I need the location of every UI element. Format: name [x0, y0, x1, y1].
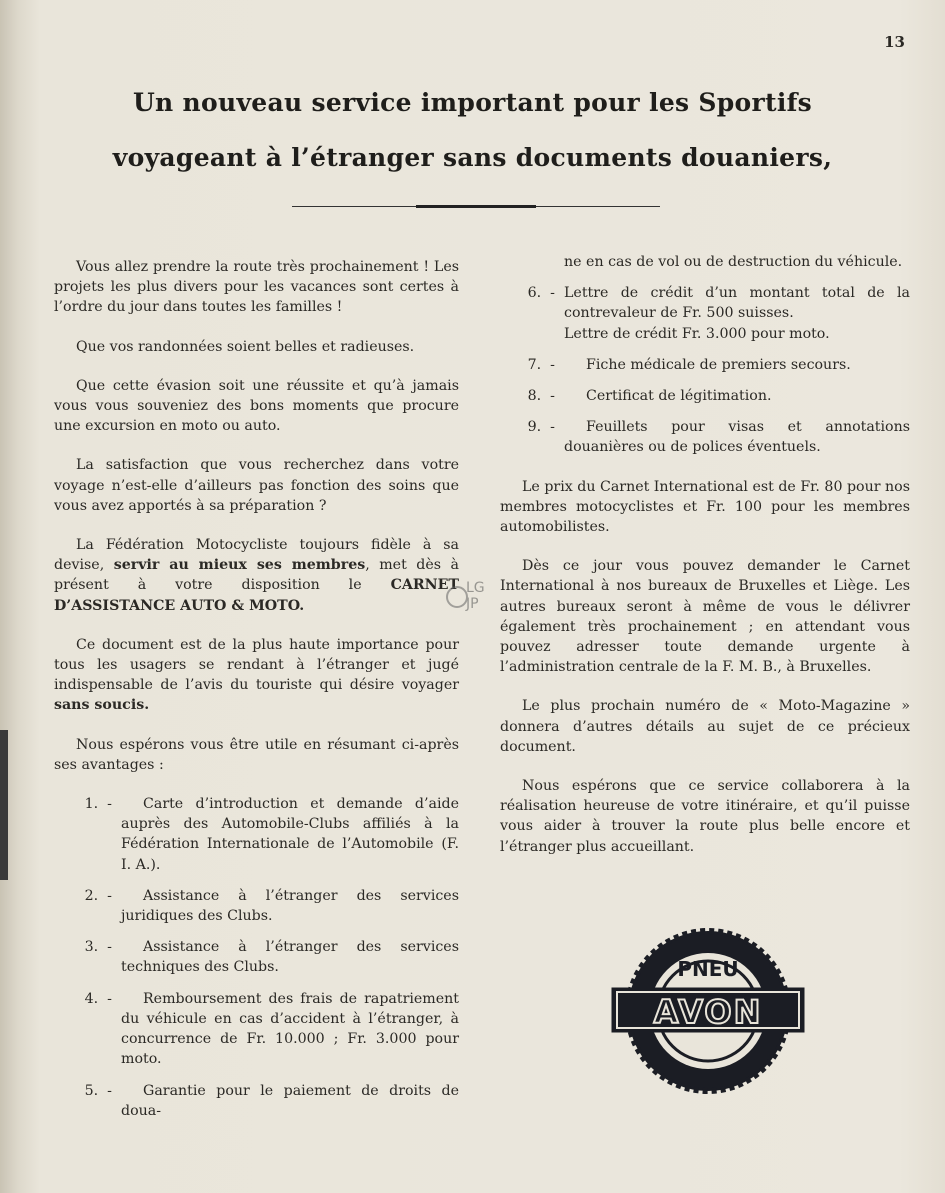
watermark-line: LG [466, 580, 485, 596]
list-item [54, 989, 459, 1070]
list-item [500, 283, 910, 344]
list-text [564, 283, 910, 344]
paragraph [54, 535, 459, 616]
list-item [54, 794, 459, 875]
paragraph: Le prix du Carnet International est de Fr. 80 pour nos membres motocyclistes et Fr. 100 pour les membres automobilistes. [500, 478, 910, 536]
title-divider-accent [416, 205, 536, 208]
list-number: 8. - [527, 388, 564, 405]
list-number: 3. - [84, 939, 121, 956]
list-item [500, 417, 910, 457]
list-text-main: Lettre de crédit d’un montant total de la contrevaleur de Fr. 500 suisses. [564, 285, 910, 322]
list-text: Certificat de légitimation. [586, 388, 772, 405]
list-text-extra: Lettre de crédit Fr. 3.000 pour moto. [564, 325, 830, 342]
bold-text: sans soucis. [54, 697, 150, 714]
right-column [500, 252, 910, 857]
text-span: , met dès à présent à votre disposition le [54, 557, 459, 594]
text-span: Ce document est de la plus haute importance pour tous les usagers se rendant à l’étranger et jugé indispensable de l’avis du touriste qui désire voyager [54, 636, 459, 694]
logo-brand-text: AVON [653, 993, 763, 1031]
list-item [54, 1081, 459, 1121]
list-text: Assistance à l’étranger des services techniques des Clubs. [121, 939, 459, 976]
paragraph: Nous espérons que ce service collaborera à la réalisation heureuse de votre itinéraire, et qu’il puisse vous aider à trouver la route plus belle encore et l’étranger plus accueillant. [500, 778, 910, 855]
list-text: Remboursement des frais de rapatriement du véhicule en cas d’accident à l’étranger, à concurrence de Fr. 10.000 ; Fr. 3.000 pour moto. [121, 990, 459, 1068]
logo-top-text: PNEU [677, 957, 739, 981]
paragraph: La satisfaction que vous recherchez dans votre voyage n’est-elle d’ailleurs pas fonction des soins que vous avez apportés à sa préparation ? [54, 457, 459, 514]
paragraph: Dès ce jour vous pouvez demander le Carnet International à nos bureaux de Bruxelles et Liège. Les autres bureaux seront à même de vous le délivrer également très prochainement ; en attendant vous pouvez adresser toute demande urgente à l’administration centrale de la F. M. B., à Bruxelles. [500, 558, 910, 676]
list-text: Garantie pour le paiement de droits de doua- [121, 1082, 459, 1119]
list-number: 6. - [527, 285, 564, 302]
paragraph [54, 635, 459, 716]
left-column [54, 257, 459, 1121]
title-line-1: Un nouveau service important pour les Sportifs [132, 88, 813, 117]
wheel-icon [446, 586, 468, 608]
list-item [54, 886, 459, 926]
watermark-line: JP [466, 596, 479, 612]
list-item [500, 386, 910, 406]
list-number: 9. - [527, 419, 564, 436]
list-item-continuation: ne en cas de vol ou de destruction du véhicule. [564, 254, 903, 270]
list-text: Fiche médicale de premiers secours. [586, 356, 851, 373]
list-item [54, 937, 459, 977]
paragraph: Nous espérons vous être utile en résumant ci-après ses avantages : [54, 736, 459, 773]
list-text: Carte d’introduction et demande d’aide auprès des Automobile-Clubs affiliés à la Fédération Internationale de l’Automobile (F. I. A.). [121, 796, 459, 873]
list-number: 4. - [84, 990, 121, 1007]
list-number: 5. - [84, 1082, 121, 1099]
list-text: Assistance à l’étranger des services juridiques des Clubs. [121, 887, 459, 925]
text-span: La Fédération Motocycliste toujours fidèle à sa devise, [54, 537, 459, 574]
paragraph: Vous allez prendre la route très prochainement ! Les projets les plus divers pour les vacances sont certes à l’ordre du jour dans toutes les familles ! [54, 259, 459, 316]
list-number: 1. - [84, 796, 121, 813]
watermark-stamp [444, 580, 500, 620]
paragraph: Que cette évasion soit une réussite et qu’à jamais vous vous souveniez des bons moments que procure une excursion en moto ou auto. [54, 377, 459, 435]
list-text: Feuillets pour visas et annotations douanières ou de polices éventuels. [564, 419, 910, 456]
binding-edge [0, 730, 8, 880]
bold-text: servir au mieux ses membres [113, 557, 366, 574]
list-number: 7. - [527, 356, 564, 373]
list-item [500, 355, 910, 375]
list-number: 2. - [84, 887, 121, 904]
bold-text: CARNET D’ASSISTANCE AUTO & MOTO. [54, 577, 459, 614]
avon-tyre-logo [608, 928, 808, 1094]
paragraph: Le plus prochain numéro de « Moto-Magazine » donnera d’autres détails au sujet de ce précieux document. [500, 698, 910, 755]
title-line-2: voyageant à l’étranger sans documents douaniers, [112, 143, 833, 172]
page-number: 13 [884, 33, 905, 51]
paragraph: Que vos randonnées soient belles et radieuses. [76, 338, 415, 355]
